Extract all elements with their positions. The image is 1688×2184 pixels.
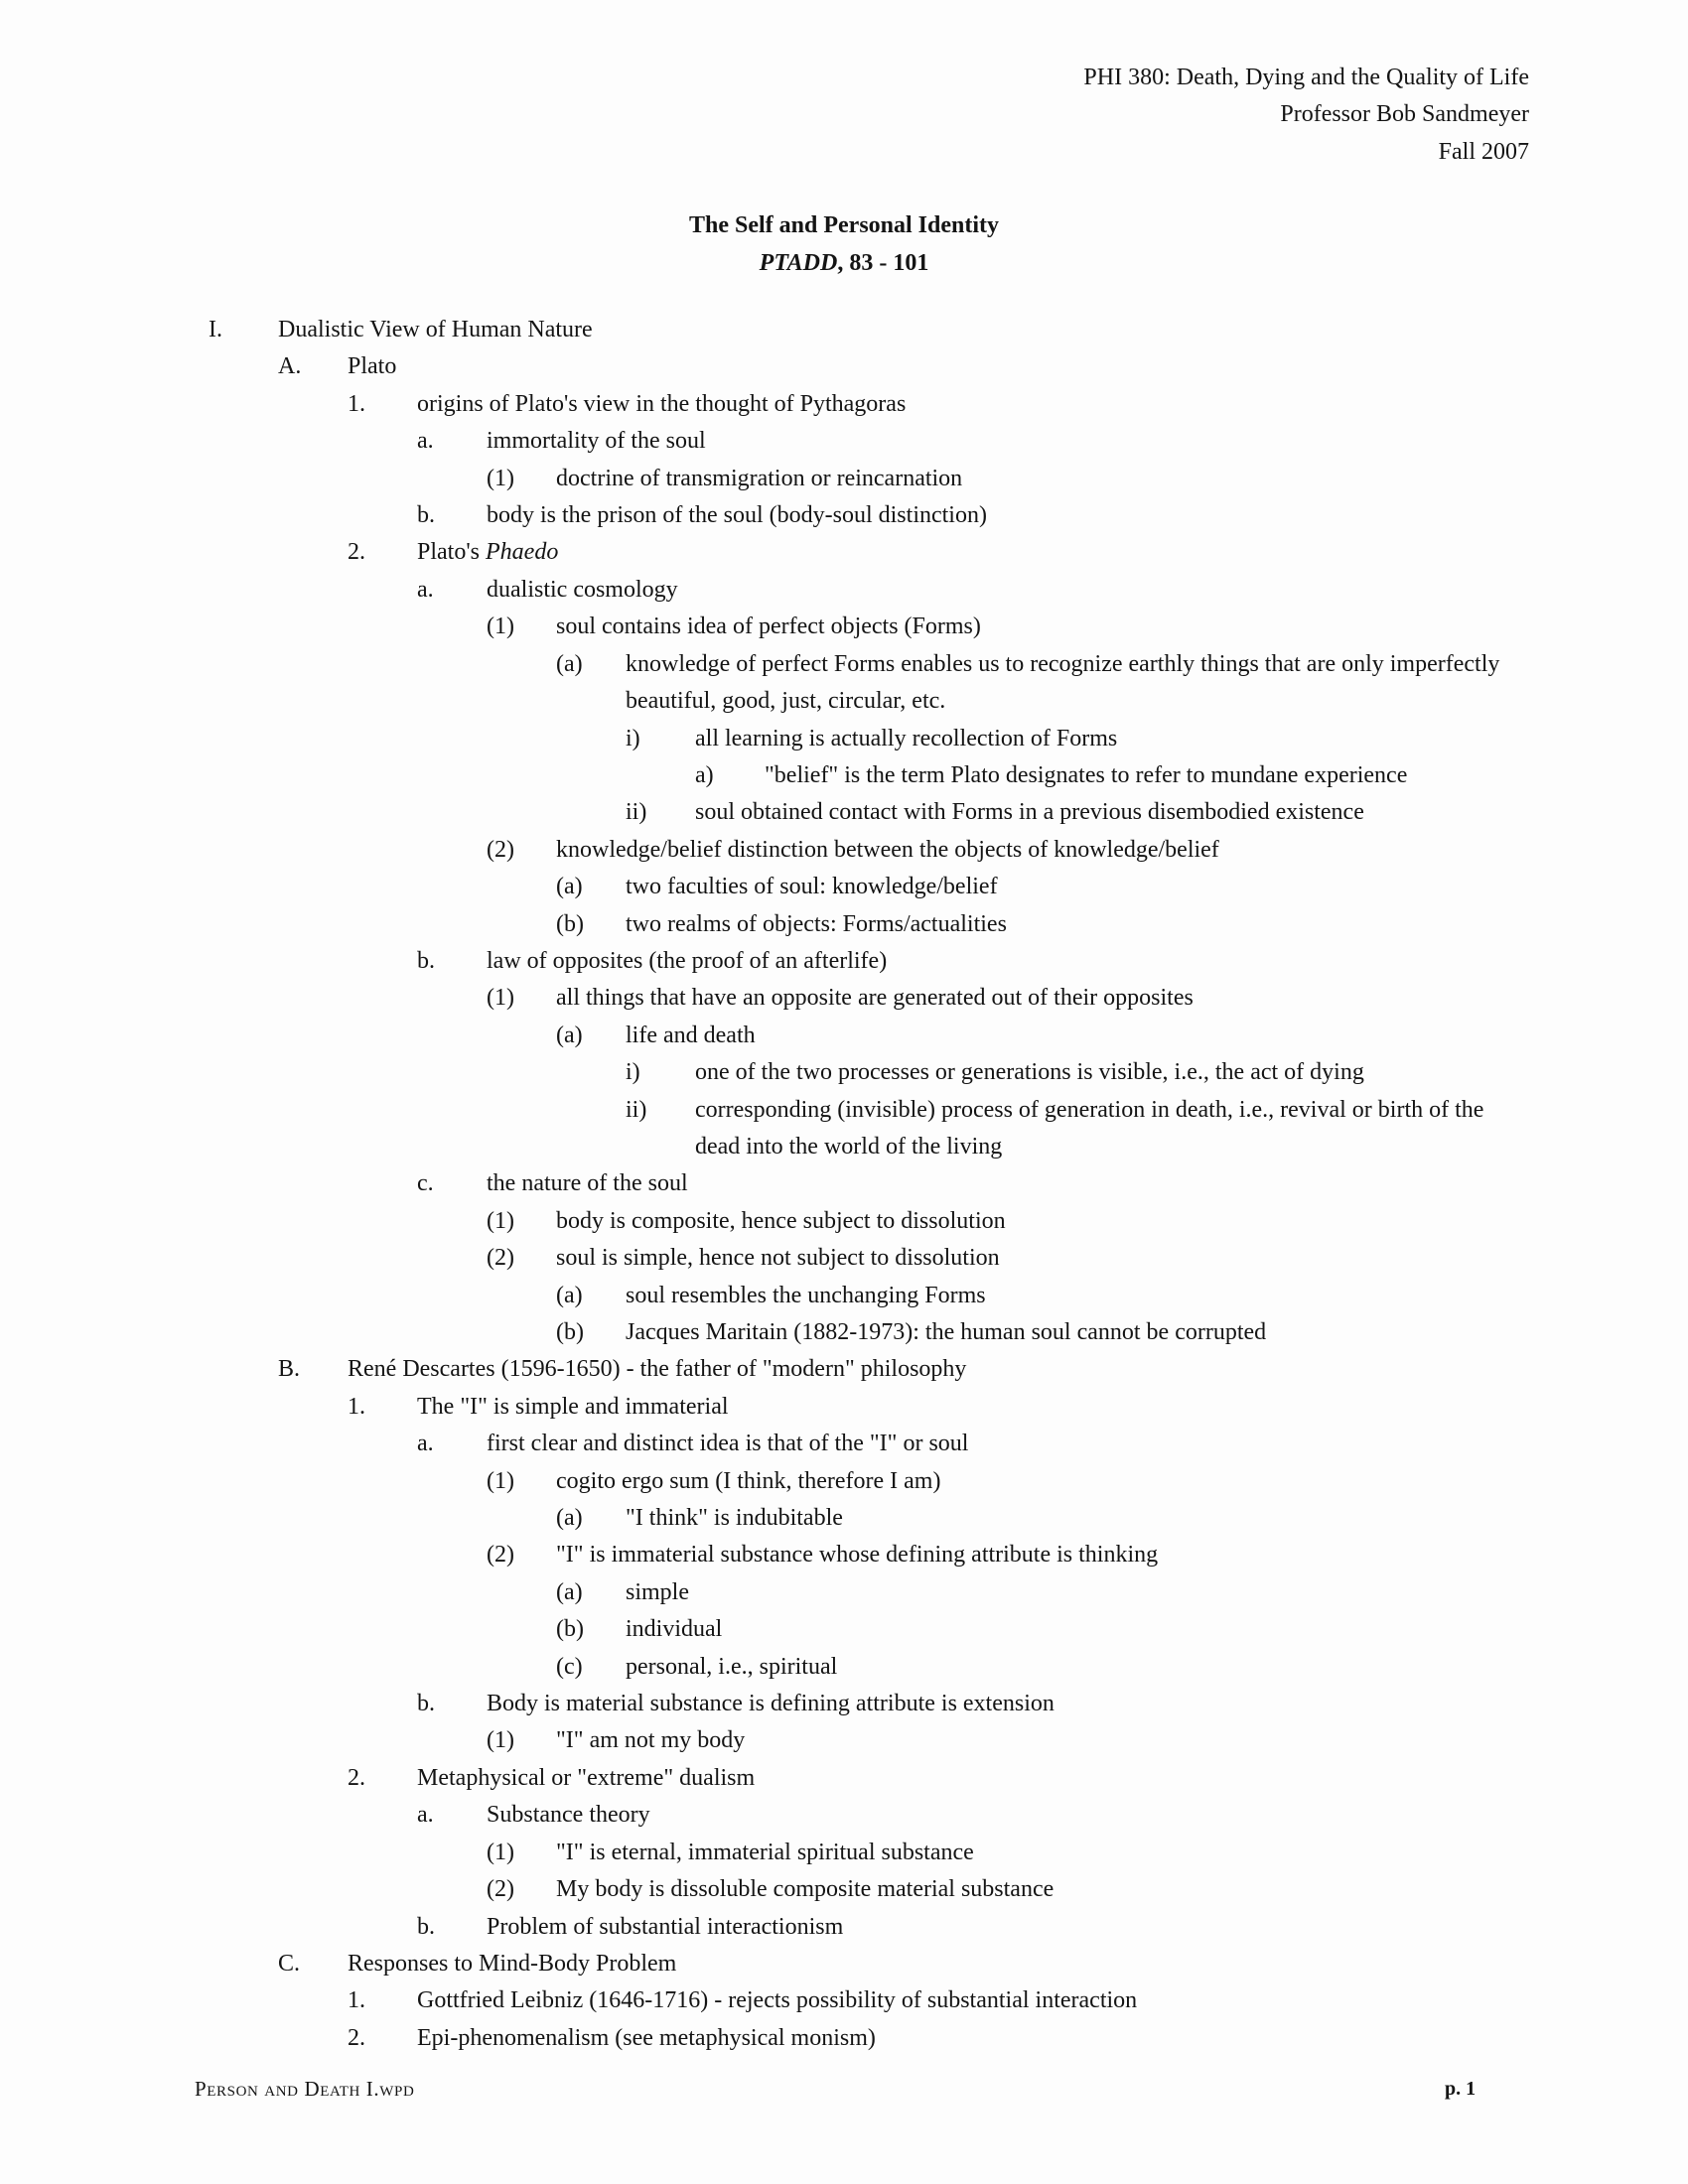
outline-item-label: (c) <box>556 1653 583 1680</box>
title-line: The Self and Personal Identity <box>688 212 1000 239</box>
outline-item-text-run: dead into the world of the living <box>695 1133 1003 1160</box>
outline-item-text <box>556 1835 1549 1871</box>
outline-item-text <box>487 1686 1549 1722</box>
outline-item-text-run: Metaphysical or "extreme" dualism <box>417 1764 756 1791</box>
outline-item-text <box>765 757 1549 794</box>
outline-item-label: (1) <box>487 1839 514 1865</box>
outline-item-label: A. <box>278 353 302 380</box>
outline-item-text <box>626 1278 1549 1314</box>
outline-item-text-run: Gottfried Leibniz (1646-1716) - rejects possibility of substantial interaction <box>417 1987 1138 2014</box>
outline-item-text <box>626 1574 1549 1611</box>
term-label: Fall 2007 <box>1438 138 1529 165</box>
outline-item-text-run: Epi-phenomenalism (see metaphysical monism) <box>417 2024 876 2051</box>
outline-item-label: C. <box>278 1950 301 1977</box>
outline-item <box>209 1649 1549 1686</box>
outline-item-text <box>348 1351 1549 1388</box>
outline-item-label: b. <box>417 1913 435 1940</box>
outline-item-text-run: two realms of objects: Forms/actualities <box>626 910 1007 937</box>
outline-item <box>209 2020 1549 2057</box>
outline-item-text <box>556 1203 1549 1240</box>
outline-item-text-italic-run: Phaedo <box>486 539 559 566</box>
outline-item-label: I. <box>209 317 222 343</box>
course-header <box>0 0 1688 171</box>
outline-item-text <box>695 1054 1549 1091</box>
outline-item-text <box>278 312 1549 348</box>
outline-item-text <box>556 461 1549 497</box>
outline-item-label: a. <box>417 428 434 455</box>
outline-item-label: (b) <box>556 1616 584 1643</box>
outline-item-text-run: Plato <box>348 353 397 380</box>
outline-item <box>209 1054 1549 1091</box>
outline-item-text <box>417 1982 1549 2019</box>
outline-item <box>209 1760 1549 1797</box>
outline-item-text-run: soul resembles the unchanging Forms <box>626 1282 986 1308</box>
outline-item <box>209 609 1549 645</box>
outline-item-text-run: soul contains idea of perfect objects (Forms) <box>556 614 981 640</box>
outline-item-text-run: life and death <box>626 1022 756 1048</box>
outline-item-text <box>417 1760 1549 1797</box>
outline-item-text <box>626 1314 1549 1351</box>
outline-item <box>209 1351 1549 1388</box>
outline-item-label: i) <box>626 1059 640 1086</box>
outline-item-text-run: personal, i.e., spiritual <box>626 1653 838 1680</box>
outline-item-label: (2) <box>487 1542 514 1569</box>
outline-item-text <box>556 1722 1549 1759</box>
outline-item-label: (1) <box>487 985 514 1012</box>
outline-item-label: a. <box>417 1802 434 1829</box>
outline-item-text-run: Substance theory <box>487 1802 650 1829</box>
outline-item-text-run: dualistic cosmology <box>487 576 678 603</box>
outline-item <box>209 1165 1549 1202</box>
outline-item-text-run: "I" is immaterial substance whose defining attribute is thinking <box>556 1542 1159 1569</box>
outline-item-text <box>487 423 1549 460</box>
outline-item-text-run: Responses to Mind-Body Problem <box>348 1950 677 1977</box>
outline-item-label: (1) <box>487 1467 514 1494</box>
outline-item-label: b. <box>417 1691 435 1717</box>
outline-item-label: (b) <box>556 1319 584 1345</box>
outline-item-text <box>556 980 1549 1017</box>
outline-item-text <box>556 609 1549 645</box>
outline-item-label: (2) <box>487 1245 514 1272</box>
outline-item-label: (2) <box>487 836 514 863</box>
outline-item-text <box>487 1165 1549 1202</box>
outline-item-text-run: soul obtained contact with Forms in a previous disembodied existence <box>695 799 1364 826</box>
outline-item <box>209 1463 1549 1500</box>
course-title: PHI 380: Death, Dying and the Quality of Life <box>1083 65 1529 90</box>
outline-item-text <box>556 1537 1549 1573</box>
outline-item-text-run: all learning is actually recollection of Forms <box>695 725 1118 751</box>
outline-item-text-run: immortality of the soul <box>487 428 706 455</box>
outline-item-text-run: Jacques Maritain (1882-1973): the human soul cannot be corrupted <box>626 1319 1267 1345</box>
outline-item-text-run: Body is material substance is defining attribute is extension <box>487 1691 1055 1717</box>
outline-item <box>209 1426 1549 1462</box>
outline-item-text-run: soul is simple, hence not subject to dissolution <box>556 1245 1000 1272</box>
outline-item <box>209 1909 1549 1946</box>
outline-item-text <box>417 534 1549 571</box>
outline-item <box>209 1982 1549 2019</box>
outline-item-label: b. <box>417 947 435 974</box>
outline-item-label: ii) <box>626 1096 647 1123</box>
outline-item-label: (1) <box>487 1727 514 1754</box>
outline-item-text-run: Problem of substantial interactionism <box>487 1913 844 1940</box>
outline-item-text-run: first clear and distinct idea is that of the "I" or soul <box>487 1431 969 1457</box>
outline-item-text <box>417 2020 1549 2057</box>
outline-item <box>209 423 1549 460</box>
outline-item <box>209 832 1549 869</box>
outline-item-text-run: one of the two processes or generations is visible, i.e., the act of dying <box>695 1059 1364 1086</box>
outline-item-label: (b) <box>556 910 584 937</box>
outline-item <box>209 1722 1549 1759</box>
outline-item <box>209 1389 1549 1426</box>
outline-item-text <box>348 348 1549 385</box>
outline-item-text <box>626 1500 1549 1537</box>
subtitle-pages: , 83 - 101 <box>837 249 929 276</box>
outline-item-text <box>348 1946 1549 1982</box>
outline-item-label: (a) <box>556 1022 583 1048</box>
outline-item-label: a) <box>695 761 714 788</box>
outline-item-label: c. <box>417 1170 434 1197</box>
outline-item <box>209 1278 1549 1314</box>
outline-item-text-run: all things that have an opposite are generated out of their opposites <box>556 985 1194 1012</box>
outline-item-text <box>626 646 1549 721</box>
outline-item-label: 1. <box>348 1987 365 2014</box>
outline-item-text-run: simple <box>626 1578 689 1605</box>
outline-item-text-run: the nature of the soul <box>487 1170 688 1197</box>
outline-item <box>209 1574 1549 1611</box>
outline-item <box>209 1203 1549 1240</box>
outline-item <box>209 1537 1549 1573</box>
footer-page-number: p. 1 <box>1445 2078 1477 2100</box>
outline-item <box>209 1240 1549 1277</box>
outline-item-text <box>556 1240 1549 1277</box>
outline-item <box>209 1611 1549 1648</box>
outline-item-text-run: The "I" is simple and immaterial <box>417 1393 729 1420</box>
outline-item-text-run: knowledge/belief distinction between the objects of knowledge/belief <box>556 836 1219 863</box>
outline-item-text-run: cogito ergo sum (I think, therefore I am) <box>556 1467 941 1494</box>
outline-item-text <box>487 1426 1549 1462</box>
outline-item-text-run: origins of Plato's view in the thought of Pythagoras <box>417 390 907 417</box>
outline-item <box>209 1797 1549 1834</box>
outline-item-text <box>487 497 1549 534</box>
outline-item <box>209 1686 1549 1722</box>
outline-item-text-run: Dualistic View of Human Nature <box>278 317 593 343</box>
outline-item-text-run: René Descartes (1596-1650) - the father of "modern" philosophy <box>348 1356 967 1383</box>
outline-item-text <box>626 1611 1549 1648</box>
outline-item <box>209 646 1549 721</box>
outline-item-text <box>695 721 1549 757</box>
outline-item <box>209 1500 1549 1537</box>
outline-item <box>209 757 1549 794</box>
outline-item-label: 2. <box>348 539 365 566</box>
outline-item-label: (1) <box>487 614 514 640</box>
outline-item-label: ii) <box>626 799 647 826</box>
outline-item-label: 1. <box>348 390 365 417</box>
outline-item <box>209 1092 1549 1166</box>
outline-item-text-run: "belief" is the term Plato designates to refer to mundane experience <box>765 761 1408 788</box>
outline-item-text-run: "I think" is indubitable <box>626 1505 843 1532</box>
outline-item <box>209 869 1549 905</box>
outline-item <box>209 1314 1549 1351</box>
outline-item <box>209 386 1549 423</box>
outline-item-text-run: knowledge of perfect Forms enables us to recognize earthly things that are only imperfectly <box>626 650 1500 677</box>
outline-item-label: (a) <box>556 1282 583 1308</box>
outline-item-text-run: doctrine of transmigration or reincarnation <box>556 465 963 491</box>
outline-item-text <box>556 1463 1549 1500</box>
outline-item-text-run: law of opposites (the proof of an afterlife) <box>487 947 888 974</box>
outline-item-text-run: "I" am not my body <box>556 1727 746 1754</box>
outline-item <box>209 497 1549 534</box>
outline-item-text <box>695 794 1549 831</box>
outline-item-text-run: individual <box>626 1616 723 1643</box>
outline-item-label: (a) <box>556 650 583 677</box>
outline-item-text-run: corresponding (invisible) process of generation in death, i.e., revival or birth of the <box>695 1096 1484 1123</box>
outline <box>209 312 1549 2057</box>
outline-item-text <box>556 1871 1549 1908</box>
outline-item-text <box>626 869 1549 905</box>
footer-filename: Person and Death I.wpd <box>195 2077 415 2101</box>
outline-item <box>209 461 1549 497</box>
outline-item <box>209 1018 1549 1054</box>
subtitle-source-abbrev: PTADD <box>759 249 838 276</box>
outline-item-text <box>417 386 1549 423</box>
outline-item-label: (1) <box>487 465 514 491</box>
outline-item <box>209 348 1549 385</box>
outline-item-text <box>556 832 1549 869</box>
outline-item-label: a. <box>417 1431 434 1457</box>
outline-item-label: 2. <box>348 1764 365 1791</box>
outline-item-text-run: body is the prison of the soul (body-soul distinction) <box>487 502 987 529</box>
outline-item-text <box>626 906 1549 943</box>
professor-name: Professor Bob Sandmeyer <box>1280 101 1529 128</box>
outline-item-label: (a) <box>556 1505 583 1532</box>
outline-item-label: 2. <box>348 2024 365 2051</box>
outline-item-text <box>417 1389 1549 1426</box>
outline-item <box>209 312 1549 348</box>
outline-item-label: b. <box>417 502 435 529</box>
outline-item-label: i) <box>626 725 640 751</box>
outline-item <box>209 794 1549 831</box>
outline-item <box>209 572 1549 609</box>
outline-item-label: (a) <box>556 1578 583 1605</box>
outline-item-text-run: body is composite, hence subject to dissolution <box>556 1207 1006 1234</box>
outline-item-text <box>487 572 1549 609</box>
outline-item-text <box>626 1018 1549 1054</box>
outline-item <box>209 980 1549 1017</box>
outline-item-text-run: My body is dissoluble composite material substance <box>556 1876 1055 1903</box>
outline-item-label: 1. <box>348 1393 365 1420</box>
outline-item <box>209 1835 1549 1871</box>
outline-item <box>209 1946 1549 1982</box>
outline-item-label: B. <box>278 1356 301 1383</box>
outline-item-text <box>626 1649 1549 1686</box>
outline-item <box>209 906 1549 943</box>
outline-item <box>209 1871 1549 1908</box>
outline-item-label: a. <box>417 576 434 603</box>
outline-item-text <box>487 943 1549 980</box>
outline-item-text <box>487 1909 1549 1946</box>
document-title <box>0 207 1688 282</box>
outline-item-text-run: two faculties of soul: knowledge/belief <box>626 874 998 900</box>
outline-item-text-run: beautiful, good, just, circular, etc. <box>626 688 946 715</box>
outline-item-text-run: Plato's <box>417 539 486 566</box>
outline-item <box>209 943 1549 980</box>
outline-item <box>209 534 1549 571</box>
outline-item <box>209 721 1549 757</box>
outline-item-text <box>695 1092 1549 1166</box>
subtitle-line <box>0 245 1688 282</box>
outline-item-label: (2) <box>487 1876 514 1903</box>
outline-item-label: (a) <box>556 874 583 900</box>
outline-item-text-run: "I" is eternal, immaterial spiritual substance <box>556 1839 974 1865</box>
outline-item-text <box>487 1797 1549 1834</box>
outline-item-label: (1) <box>487 1207 514 1234</box>
